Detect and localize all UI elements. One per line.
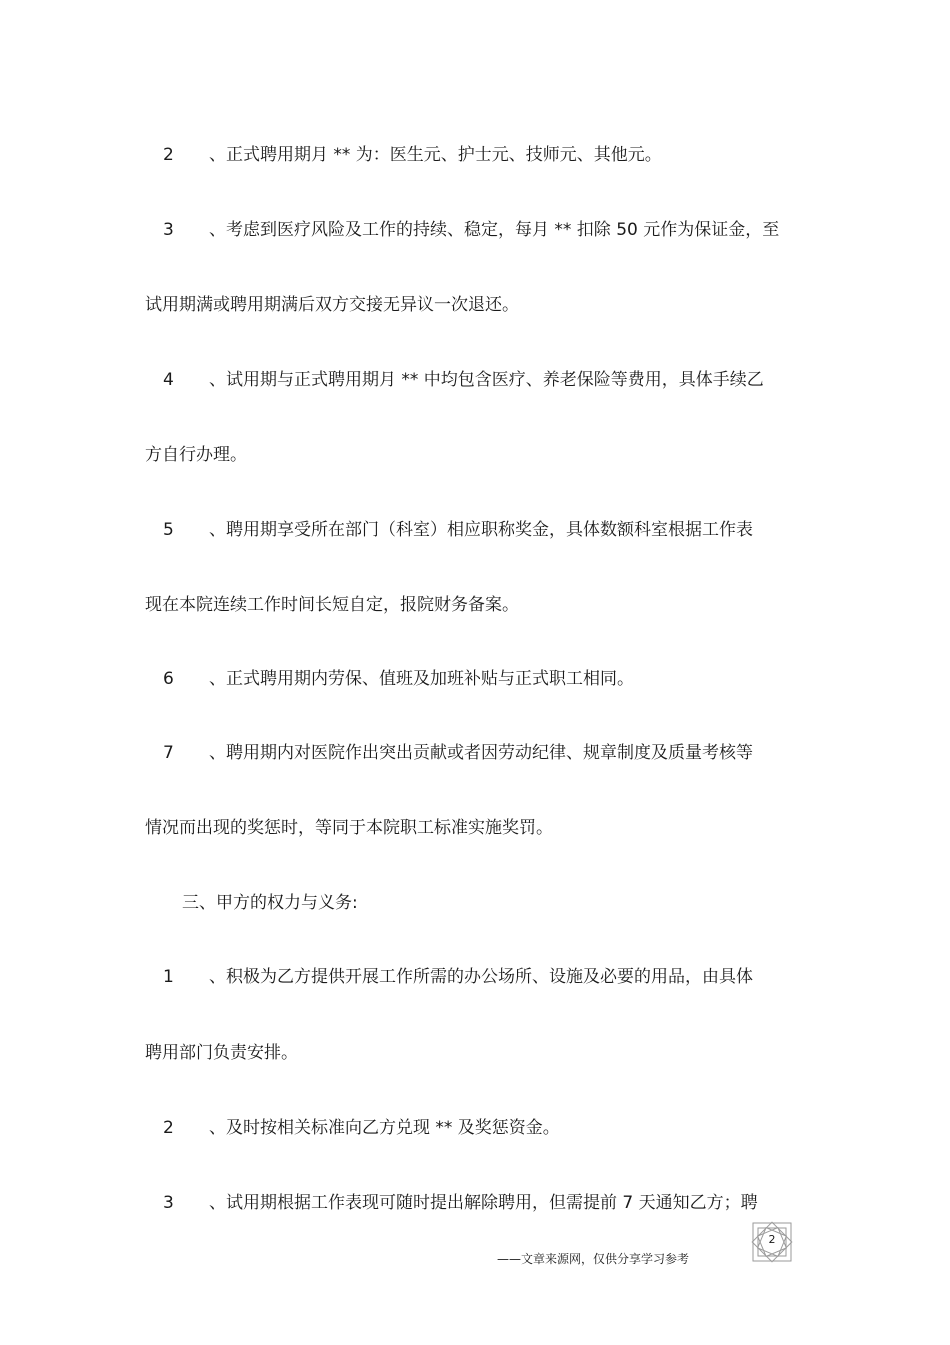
source-note: ——文章来源网，仅供分享学习参考 [497, 1252, 690, 1266]
item-number: 3 [163, 220, 174, 240]
item-text: 、及时按相关标准向乙方兑现 ** 及奖惩资金。 [209, 1118, 560, 1138]
item-text: 情况而出现的奖惩时，等同于本院职工标准实施奖罚。 [145, 818, 553, 838]
item-text: 、积极为乙方提供开展工作所需的办公场所、设施及必要的用品，由具体 [209, 967, 753, 987]
paragraph-7-line-1 [163, 742, 753, 764]
item-number: 4 [163, 370, 174, 390]
section-item-2-line-1 [163, 1117, 560, 1139]
item-text: 、试用期根据工作表现可随时提出解除聘用，但需提前 7 天通知乙方；聘 [209, 1193, 758, 1213]
section-heading: 三、甲方的权力与义务: [182, 893, 358, 913]
paragraph-4-line-2 [145, 444, 247, 466]
item-text: 、正式聘用期月 ** 为：医生元、护士元、技师元、其他元。 [209, 145, 662, 165]
paragraph-2-line-1 [163, 144, 662, 166]
item-text: 现在本院连续工作时间长短自定，报院财务备案。 [145, 595, 519, 615]
item-number: 2 [163, 1118, 174, 1138]
section-item-1-line-1 [163, 966, 753, 988]
paragraph-3-line-1 [163, 219, 779, 241]
section-item-3-line-1 [163, 1192, 758, 1214]
item-number: 6 [163, 669, 174, 689]
item-text: 、试用期与正式聘用期月 ** 中均包含医疗、养老保险等费用，具体手续乙 [209, 370, 764, 390]
item-text: 、聘用期享受所在部门（科室）相应职称奖金，具体数额科室根据工作表 [209, 520, 753, 540]
item-number: 3 [163, 1193, 174, 1213]
section-item-1-line-2 [145, 1042, 298, 1064]
item-text: 、正式聘用期内劳保、值班及加班补贴与正式职工相同。 [209, 669, 634, 689]
paragraph-3-line-2 [145, 294, 519, 316]
item-text: 试用期满或聘用期满后双方交接无异议一次退还。 [145, 295, 519, 315]
item-text: 、聘用期内对医院作出突出贡献或者因劳动纪律、规章制度及质量考核等 [209, 743, 753, 763]
paragraph-5-line-2 [145, 594, 519, 616]
paragraph-4-line-1 [163, 369, 764, 391]
item-text: 方自行办理。 [145, 445, 247, 465]
item-text: 聘用部门负责安排。 [145, 1043, 298, 1063]
paragraph-6-line-1 [163, 668, 634, 690]
page-number-badge [747, 1219, 797, 1265]
paragraph-5-line-1 [163, 519, 753, 541]
item-number: 5 [163, 520, 174, 540]
paragraph-7-line-2 [145, 817, 553, 839]
item-text: 、考虑到医疗风险及工作的持续、稳定，每月 ** 扣除 50 元作为保证金，至 [209, 220, 780, 240]
item-number: 7 [163, 743, 174, 763]
item-number: 2 [163, 145, 174, 165]
page-number: 2 [768, 1233, 776, 1246]
item-number: 1 [163, 967, 174, 987]
